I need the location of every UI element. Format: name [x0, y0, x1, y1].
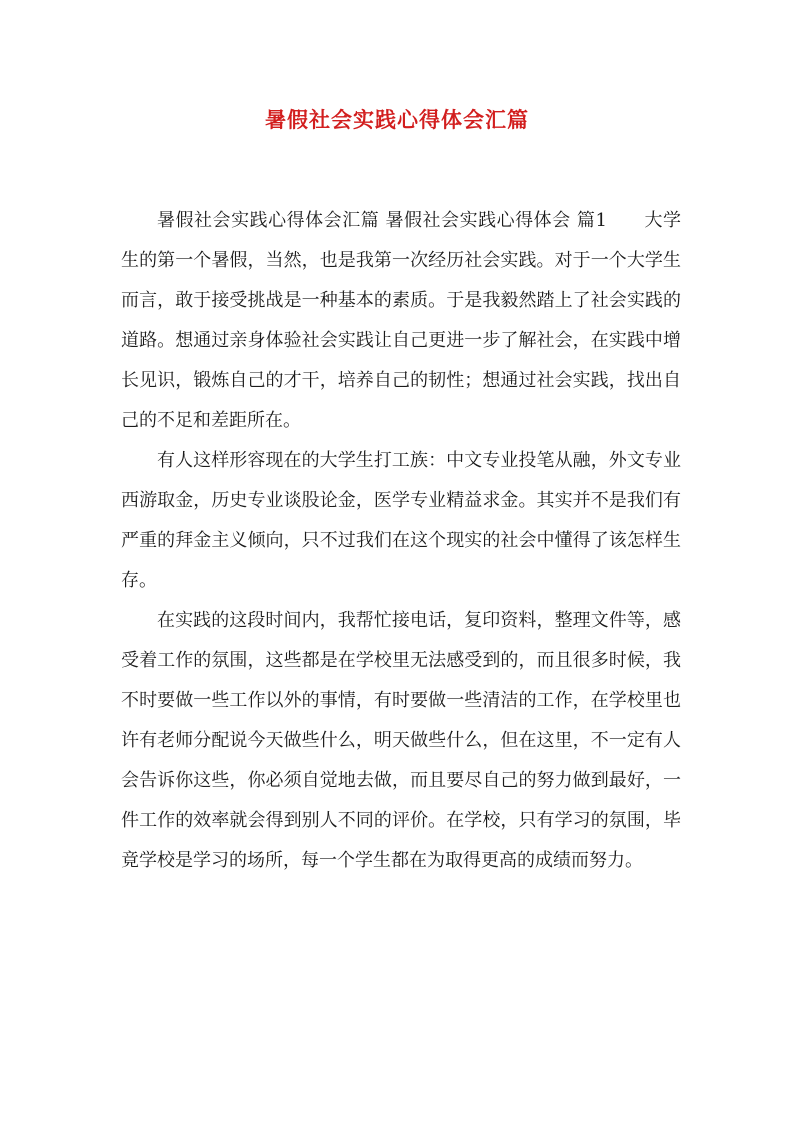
paragraph-2: 有人这样形容现在的大学生打工族：中文专业投笔从融，外文专业西游取金，历史专业谈股论金，医学专业精益求金。其实并不是我们有严重的拜金主义倾向，只不过我们在这个现实的社会中懂得了该怎样生存。 — [121, 450, 681, 591]
document-title: 暑假社会实践心得体会汇篇 — [265, 107, 529, 132]
document-body — [121, 201, 681, 881]
paragraph-1: 暑假社会实践心得体会汇篇 暑假社会实践心得体会 篇1 大学生的第一个暑假，当然，也是我第一次经历社会实践。对于一个大学生而言，敢于接受挑战是一种基本的素质。于是我毅然踏上了社会实践的道路。想通过亲身体验社会实践让自己更进一步了解社会，在实践中增长见识，锻炼自己的才干，培养自己的韧性；想通过社会实践，找出自己的不足和差距所在。 — [121, 210, 681, 431]
paragraph-3: 在实践的这段时间内，我帮忙接电话，复印资料，整理文件等，感受着工作的氛围，这些都是在学校里无法感受到的，而且很多时候，我不时要做一些工作以外的事情，有时要做一些清洁的工作，在学校里也许有老师分配说今天做些什么，明天做些什么，但在这里，不一定有人会告诉你这些，你必须自觉地去做，而且要尽自己的努力做到最好，一件工作的效率就会得到别人不同的评价。在学校，只有学习的氛围，毕竟学校是学习的场所，每一个学生都在为取得更高的成绩而努力。 — [121, 610, 681, 871]
